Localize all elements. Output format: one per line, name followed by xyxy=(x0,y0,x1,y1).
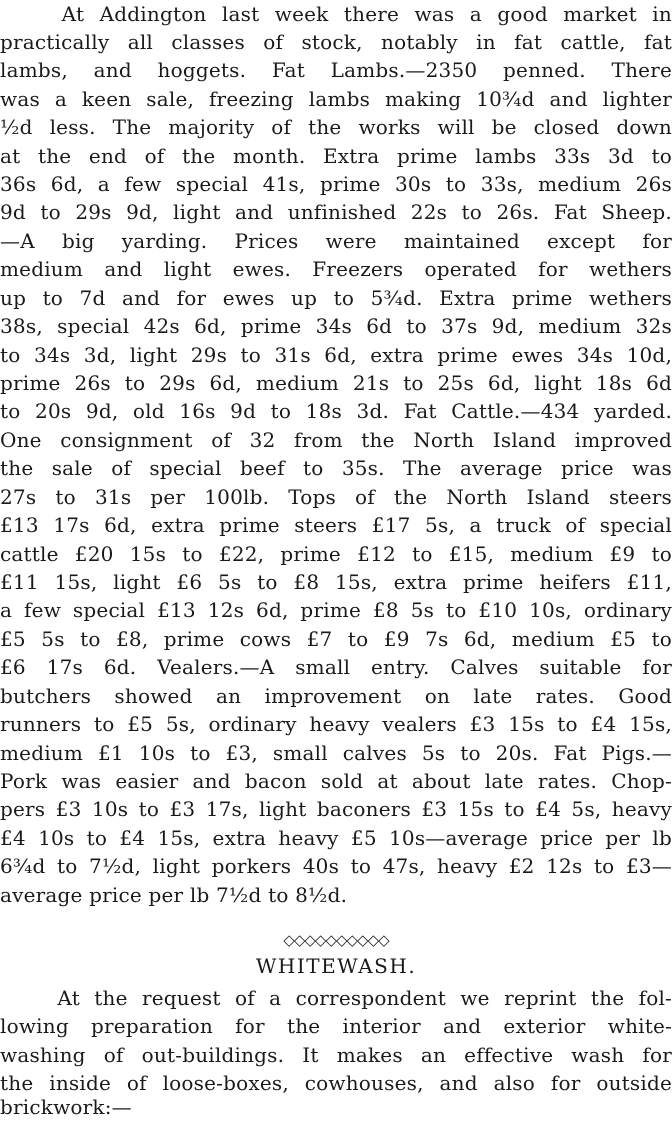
paragraph-line: to 20s 9d, old 16s 9d to 18s 3d. Fat Cattle.—434 yarded. xyxy=(0,399,672,423)
paragraph-line: lambs, and hoggets. Fat Lambs.—2350 penned. There xyxy=(0,58,672,82)
paragraph-line: the sale of special beef to 35s. The average price was xyxy=(0,456,672,480)
paragraph-line: average price per lb 7½d to 8½d. xyxy=(0,883,348,907)
paragraph-line: 6¾d to 7½d, light porkers 40s to 47s, heavy £2 12s to £3— xyxy=(0,854,672,878)
paragraph-line: at the end of the month. Extra prime lambs 33s 3d to xyxy=(0,144,672,168)
paragraph-line: a few special £13 12s 6d, prime £8 5s to £10 10s, ordinary xyxy=(0,598,672,622)
paragraph-line: lowing preparation for the interior and exterior white- xyxy=(0,1014,672,1038)
paragraph-line: cattle £20 15s to £22, prime £12 to £15, medium £9 to xyxy=(0,542,672,566)
paragraph-line: washing of out-buildings. It makes an effective wash for xyxy=(0,1043,672,1067)
paragraph-line: prime 26s to 29s 6d, medium 21s to 25s 6d, light 18s 6d xyxy=(0,371,672,395)
paragraph-line: was a keen sale, freezing lambs making 10¾d and lighter xyxy=(0,87,672,111)
paragraph-line: £4 10s to £4 15s, extra heavy £5 10s—average price per lb xyxy=(0,826,672,850)
paragraph-line: medium £1 10s to £3, small calves 5s to 20s. Fat Pigs.— xyxy=(0,741,672,765)
paragraph-line: medium and light ewes. Freezers operated for wethers xyxy=(0,257,672,281)
paragraph-line: 9d to 29s 9d, light and unfinished 22s to 26s. Fat Sheep. xyxy=(0,200,672,224)
paragraph-line: £6 17s 6d. Vealers.—A small entry. Calves suitable for xyxy=(0,655,672,679)
paragraph-line: practically all classes of stock, notably in fat cattle, fat xyxy=(0,30,672,54)
paragraph-line: runners to £5 5s, ordinary heavy vealers £3 15s to £4 15s, xyxy=(0,712,672,736)
paragraph-line: 38s, special 42s 6d, prime 34s 6d to 37s 9d, medium 32s xyxy=(0,314,672,338)
paragraph-line: ½d less. The majority of the works will be closed down xyxy=(0,115,672,139)
paragraph-line: Pork was easier and bacon sold at about late rates. Chop- xyxy=(0,769,672,793)
paragraph-line: One consignment of 32 from the North Island improved xyxy=(0,428,672,452)
paragraph-line: brickwork:— xyxy=(0,1095,132,1119)
paragraph-line: 36s 6d, a few special 41s, prime 30s to 33s, medium 26s xyxy=(0,172,672,196)
paragraph-line: £11 15s, light £6 5s to £8 15s, extra prime heifers £11, xyxy=(0,570,672,594)
paragraph-line: At Addington last week there was a good market in xyxy=(0,2,672,26)
paragraph-line: to 34s 3d, light 29s to 31s 6d, extra prime ewes 34s 10d, xyxy=(0,343,672,367)
paragraph-line: —A big yarding. Prices were maintained except for xyxy=(0,229,672,253)
article-heading: WHITEWASH. xyxy=(255,954,417,978)
ornamental-divider: ◇◇◇◇◇◇◇◇◇◇ xyxy=(283,931,389,949)
paragraph-line: the inside of loose-boxes, cowhouses, and also for outside xyxy=(0,1071,672,1095)
paragraph-line: up to 7d and for ewes up to 5¾d. Extra prime wethers xyxy=(0,286,672,310)
paragraph-line: 27s to 31s per 100lb. Tops of the North Island steers xyxy=(0,485,672,509)
paragraph-line: £5 5s to £8, prime cows £7 to £9 7s 6d, medium £5 to xyxy=(0,627,672,651)
paragraph-line: pers £3 10s to £3 17s, light baconers £3 15s to £4 5s, heavy xyxy=(0,797,672,821)
paragraph-line: £13 17s 6d, extra prime steers £17 5s, a truck of special xyxy=(0,513,672,537)
paragraph-line: At the request of a correspondent we reprint the fol- xyxy=(0,986,672,1010)
paragraph-line: butchers showed an improvement on late rates. Good xyxy=(0,684,672,708)
